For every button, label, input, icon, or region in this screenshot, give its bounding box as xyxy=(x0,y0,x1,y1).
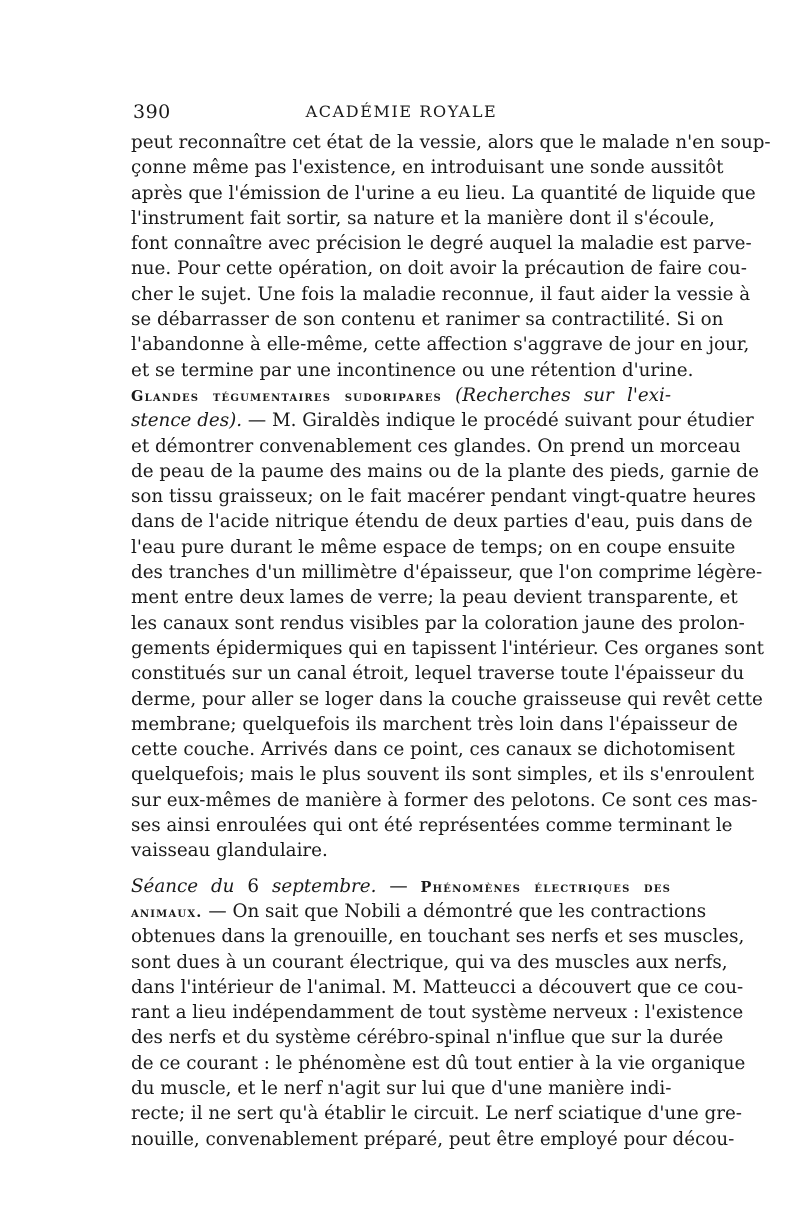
text-line: de peau de la paume des mains ou de la plante des pieds, garnie de xyxy=(131,460,759,482)
running-title: ACADÉMIE ROYALE xyxy=(305,102,498,121)
text-line: après que l'émission de l'urine a eu lieu. La quantité de liquide que xyxy=(131,182,756,204)
text-line: des tranches d'un millimètre d'épaisseur, que l'on comprime légère- xyxy=(131,562,763,584)
text-line: ses ainsi enroulées qui ont été représentées comme terminant le xyxy=(131,815,733,837)
text-line: et se termine par une incontinence ou une rétention d'urine. xyxy=(131,359,694,381)
text-line: constitués sur un canal étroit, lequel traverse toute l'épaisseur du xyxy=(131,663,745,685)
text-line: l'abandonne à elle-même, cette affection s'aggrave de jour en jour, xyxy=(131,334,750,356)
text-line: derme, pour aller se loger dans la couche graisseuse qui revêt cette xyxy=(131,688,763,710)
text-line: gements épidermiques qui en tapissent l'intérieur. Ces organes sont xyxy=(131,637,764,659)
text-line xyxy=(131,408,754,433)
text-line: et démontrer convenablement ces glandes. On prend un morceau xyxy=(131,435,741,457)
section-heading-line xyxy=(131,874,671,899)
section-heading-line xyxy=(131,383,671,408)
text-line: du muscle, et le nerf n'agit sur lui que d'une manière indi- xyxy=(131,1077,672,1099)
text-line: membrane; quelquefois ils marchent très loin dans l'épaisseur de xyxy=(131,713,738,735)
section-heading-phenomenes-cont: animaux. xyxy=(131,903,203,921)
text-line: peut reconnaître cet état de la vessie, alors que le malade n'en soup- xyxy=(131,132,771,153)
section-heading-glandes: Glandes tégumentaires sudoripares xyxy=(131,387,442,405)
heading-italic: (Recherches sur l'exi- xyxy=(455,384,671,406)
paragraph-vessie xyxy=(131,130,771,383)
text-line: de ce courant : le phénomène est dû tout entier à la vie organique xyxy=(131,1052,746,1074)
text-line: font connaître avec précision le degré auquel la maladie est parve- xyxy=(131,233,752,255)
text-line: sur eux-mêmes de manière à former des pelotons. Ce sont ces mas- xyxy=(131,789,758,811)
dash: — xyxy=(376,875,421,897)
text-line: l'eau pure durant le même espace de temps; on en coupe ensuite xyxy=(131,536,736,558)
text-line: obtenues dans la grenouille, en touchant ses nerfs et ses muscles, xyxy=(131,926,745,948)
text-line: se débarrasser de son contenu et ranimer sa contractilité. Si on xyxy=(131,309,724,331)
text-line: son tissu graisseux; on le fait macérer pendant vingt-quatre heures xyxy=(131,486,756,508)
text-line: nouille, convenablement préparé, peut être employé pour décou- xyxy=(131,1128,735,1150)
section-heading-phenomenes: Phénomènes électriques des xyxy=(420,878,671,896)
body-text xyxy=(131,130,771,1152)
text-line: vaisseau glandulaire. xyxy=(131,840,328,862)
text-line: çonne même pas l'existence, en introduisant une sonde aussitôt xyxy=(131,157,724,179)
text-line: les canaux sont rendus visibles par la coloration jaune des prolon- xyxy=(131,612,745,634)
text-line: cher le sujet. Une fois la maladie reconnue, il faut aider la vessie à xyxy=(131,283,751,305)
text-line: cette couche. Arrivés dans ce point, ces canaux se dichotomisent xyxy=(131,739,735,761)
text-segment: — M. Giraldès indique le procédé suivant pour étudier xyxy=(242,410,754,432)
text-line: des nerfs et du système cérébro-spinal n'influe que sur la durée xyxy=(131,1027,724,1049)
text-line xyxy=(131,899,707,924)
paragraph-glandes xyxy=(131,383,764,864)
text-line: rant a lieu indépendamment de tout système nerveux : l'existence xyxy=(131,1002,744,1024)
text-line: dans l'intérieur de l'animal. M. Matteucci a découvert que ce cou- xyxy=(131,976,744,998)
seance-month: septembre. xyxy=(271,875,377,897)
text-line: sont dues à un courant électrique, qui va des muscles aux nerfs, xyxy=(131,951,728,973)
seance-label: Séance du xyxy=(131,875,235,897)
text-line: ment entre deux lames de verre; la peau devient transparente, et xyxy=(131,587,738,609)
text-line: quelquefois; mais le plus souvent ils sont simples, et ils s'enroulent xyxy=(131,764,755,786)
text-line: l'instrument fait sortir, sa nature et la manière dont il s'écoule, xyxy=(131,207,715,229)
page-number: 390 xyxy=(133,101,171,123)
paragraph-phenomenes xyxy=(131,874,746,1152)
text-line: recte; il ne sert qu'à établir le circuit. Le nerf sciatique d'une gre- xyxy=(131,1103,742,1125)
text-line: nue. Pour cette opération, on doit avoir la précaution de faire cou- xyxy=(131,258,747,280)
text-line: dans de l'acide nitrique étendu de deux parties d'eau, puis dans de xyxy=(131,511,753,533)
text-segment: — On sait que Nobili a démontré que les contractions xyxy=(202,900,707,922)
heading-italic-cont: stence des). xyxy=(131,410,243,432)
seance-day: 6 xyxy=(234,875,272,897)
page-header xyxy=(133,101,670,125)
section-gap xyxy=(131,864,671,874)
